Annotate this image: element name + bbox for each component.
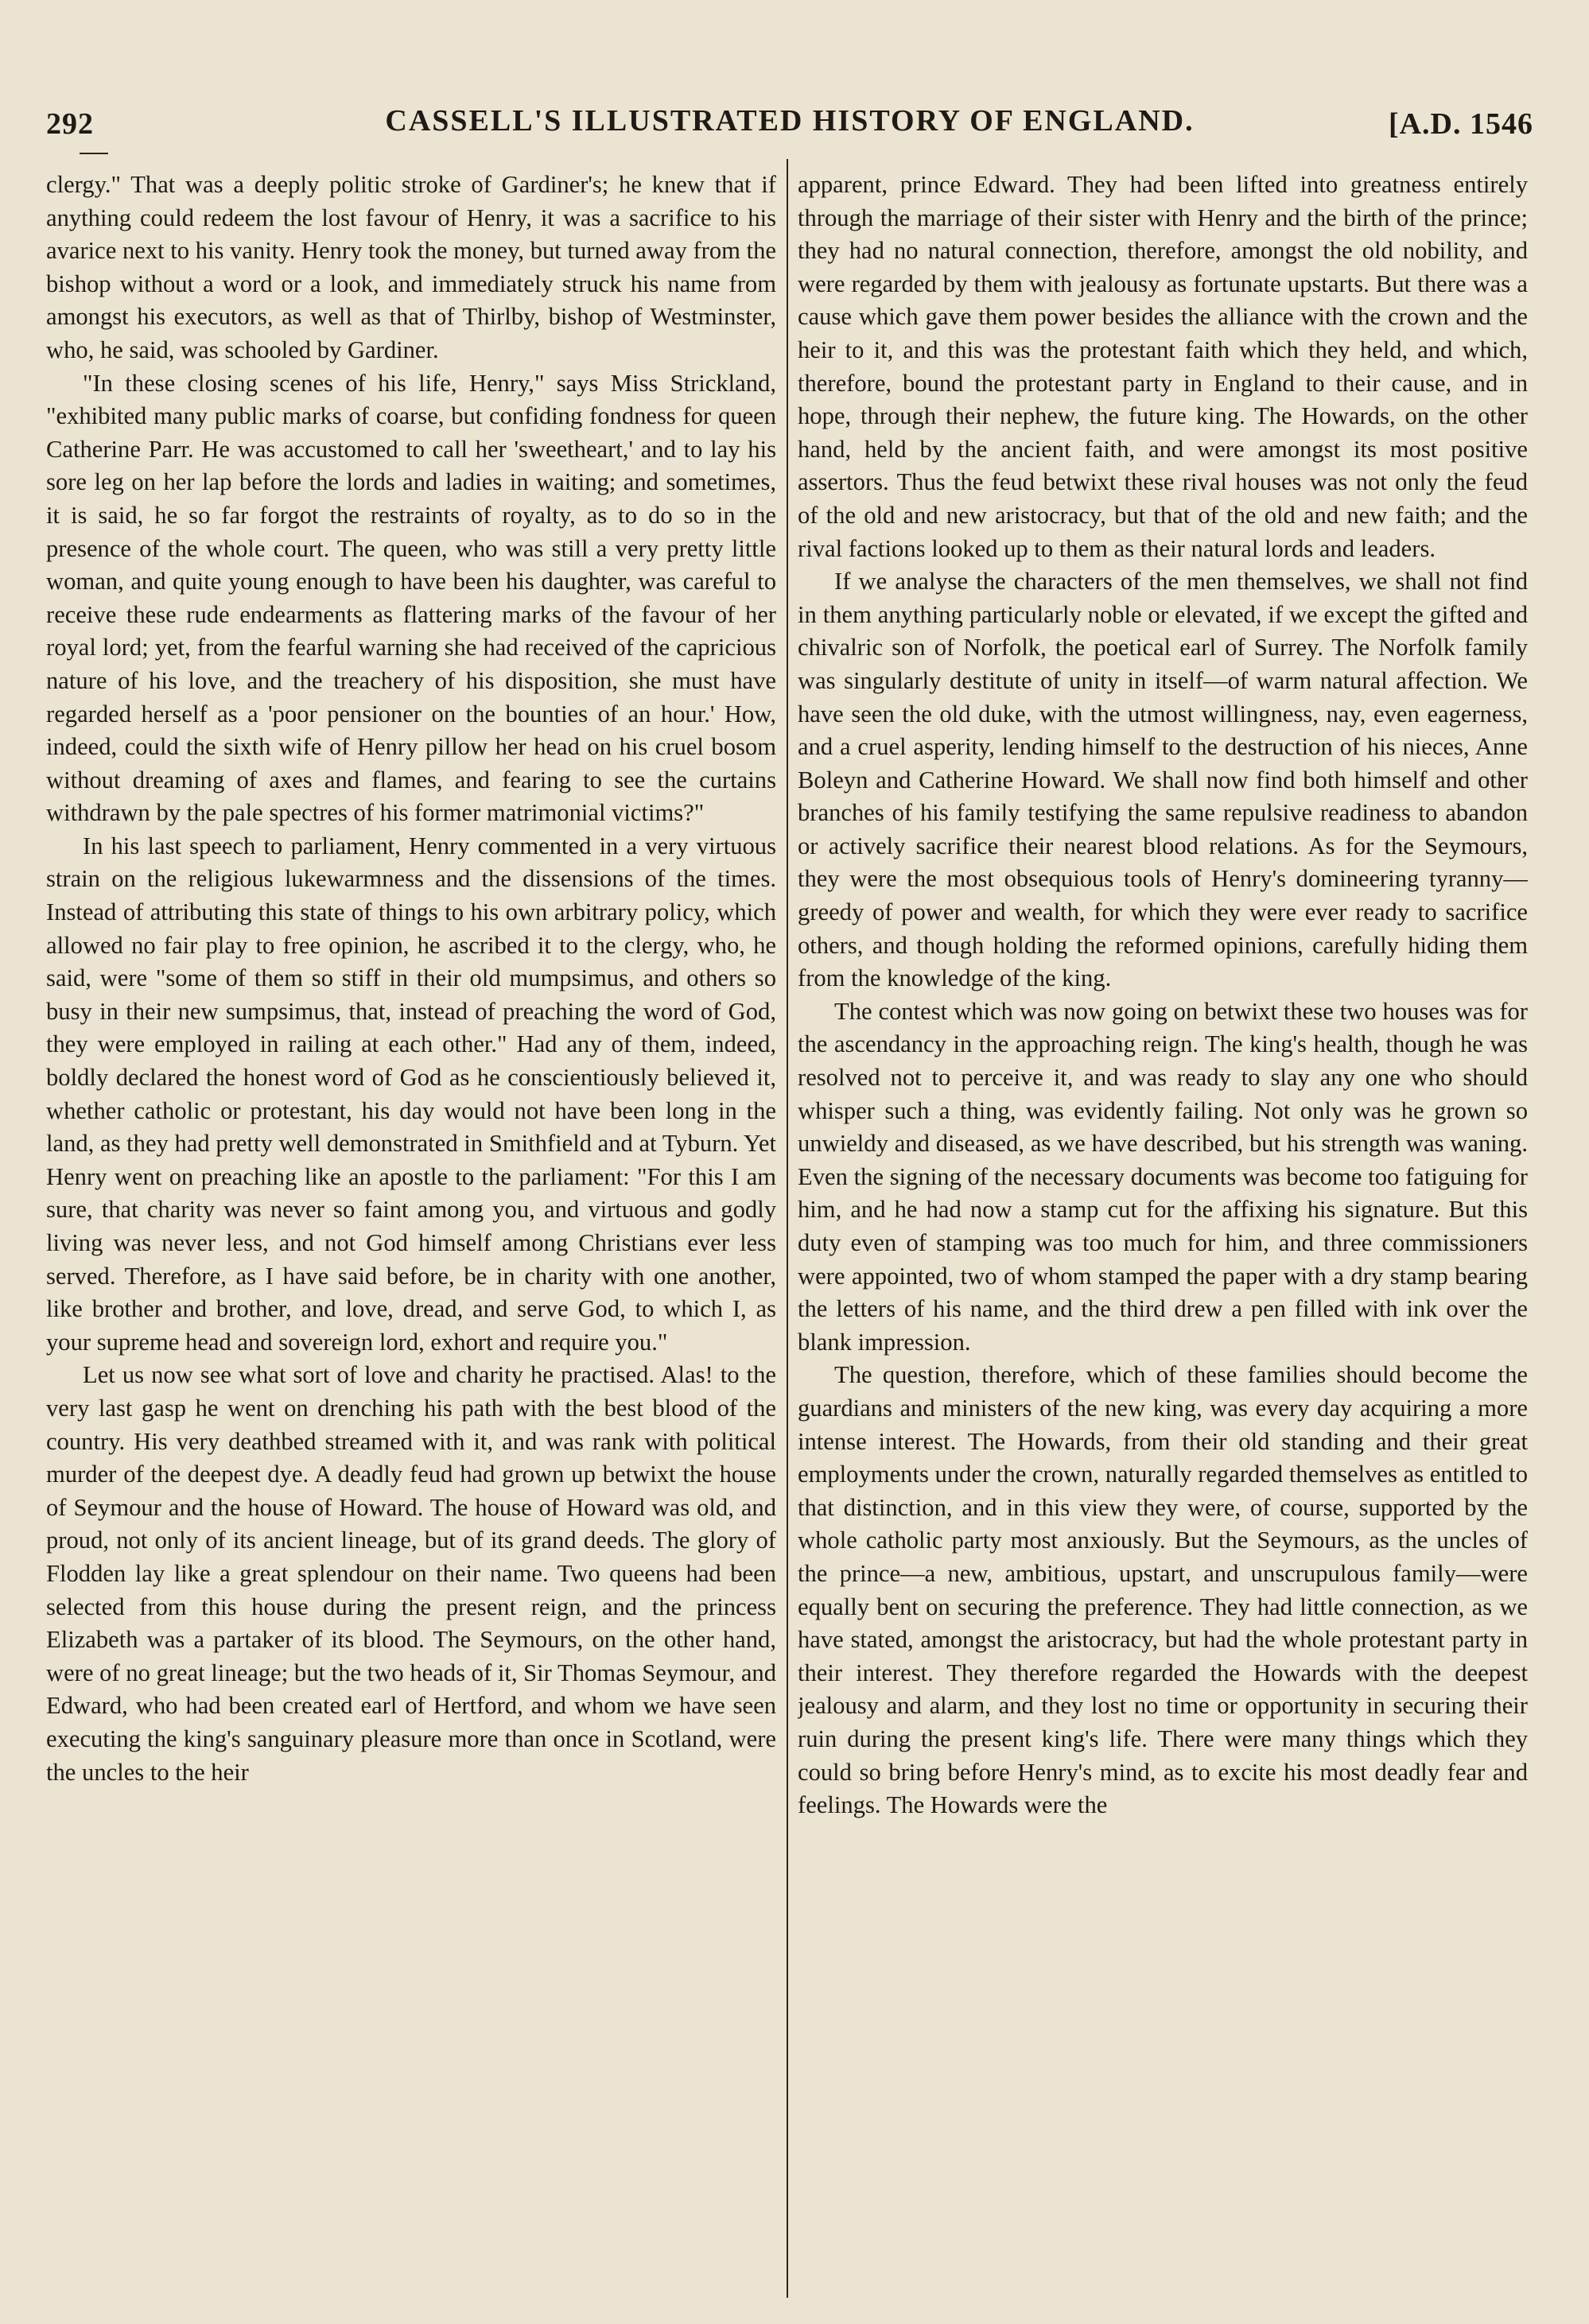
header-rule xyxy=(80,153,108,154)
column-divider xyxy=(787,159,788,2298)
paragraph: If we analyse the characters of the men themselves, we shall not find in them anything particularly noble or elevated, if we except the gifted and chivalric son of Norfolk, the poetical earl of Surrey. The Norfolk family was singularly destitute of unity in itself—of warm natural affection. We have seen the old duke, with the utmost willingness, nay, even eagerness, and a cruel asperity, lending himself to the destruction of his nieces, Anne Boleyn and Catherine Howard. We shall now find both himself and other branches of his family testifying the same repulsive readiness to abandon or actively sacrifice their nearest blood relations. As for the Seymours, they were the most obsequious tools of Henry's domineering tyranny—greedy of power and wealth, for which they were ever ready to sacrifice others, and though holding the reformed opinions, carefully hiding them from the knowledge of the king. xyxy=(798,568,1528,992)
right-column xyxy=(798,169,1528,2299)
paragraph: "In these closing scenes of his life, Henry," says Miss Strickland, "exhibited many public marks of coarse, but confiding fondness for queen Catherine Parr. He was accustomed to call her 'sweetheart,' and to lay his sore leg on her lap before the lords and ladies in waiting; and sometimes, it is said, he so far forgot the restraints of royalty, as to do so in the presence of the whole court. The queen, who was still a very pretty little woman, and quite young enough to have been his daughter, was careful to receive these rude endearments as flattering marks of the favour of her royal lord; yet, from the fearful warning she had received of the capricious nature of his love, and the treachery of his disposition, she must have regarded herself as a 'poor pensioner on the bounties of an hour.' How, indeed, could the sixth wife of Henry pillow her head on his cruel bosom without dreaming of axes and flames, and fearing to see the curtains withdrawn by the pale spectres of his former matrimonial victims?" xyxy=(46,369,776,827)
paragraph: The question, therefore, which of these families should become the guardians and ministers of the new king, was every day acquiring a more intense interest. The Howards, from their old standing and their great employments under the crown, naturally regarded themselves as entitled to that distinction, and in this view they were, of course, supported by the whole catholic party most anxiously. But the Seymours, as the uncles of the prince—a new, ambitious, upstart, and unscrupulous family—were equally bent on securing the preference. They had little connection, as we have stated, amongst the aristocracy, but had the whole protestant party in their interest. They therefore regarded the Howards with the deepest jealousy and alarm, and they lost no time or opportunity in securing their ruin during the present king's life. There were many things which they could so bring before Henry's mind, as to excite his most deadly fear and feelings. The Howards were the xyxy=(798,1361,1528,1819)
paragraph: clergy." That was a deeply politic stroke of Gardiner's; he knew that if anything could redeem the lost favour of Henry, it was a sacrifice to his avarice next to his vanity. Henry took the money, but turned away from the bishop without a word or a look, and immediately struck his name from amongst his executors, as well as that of Thirlby, bishop of Westminster, who, he said, was schooled by Gardiner. xyxy=(46,171,776,363)
paragraph: apparent, prince Edward. They had been lifted into greatness entirely through the marriage of their sister with Henry and the birth of the prince; they had no natural connection, therefore, amongst the old nobility, and were regarded by them with jealousy as fortunate upstarts. But there was a cause which gave them power besides the alliance with the crown and the heir to it, and this was the protestant faith which they held, and which, therefore, bound the protestant party in England to their cause, and in hope, through their nephew, the future king. The Howards, on the other hand, held by the ancient faith, and were amongst its most positive assertors. Thus the feud betwixt these rival houses was not only the feud of the old and new aristocracy, but that of the old and new faith; and the rival factions looked up to them as their natural lords and leaders. xyxy=(798,171,1528,562)
left-column xyxy=(46,169,776,2299)
running-title: CASSELL'S ILLUSTRATED HISTORY OF ENGLAND. xyxy=(385,104,1195,138)
paragraph: Let us now see what sort of love and charity he practised. Alas! to the very last gasp he went on drenching his path with the best blood of the country. His very deathbed streamed with it, and was rank with political murder of the deepest dye. A deadly feud had grown up betwixt the house of Seymour and the house of Howard. The house of Howard was old, and proud, not only of its ancient lineage, but of its grand deeds. The glory of Flodden lay like a great splendour on their name. Two queens had been selected from this house during the present reign, and the princess Elizabeth was a partaker of its blood. The Seymours, on the other hand, were of no great lineage; but the two heads of it, Sir Thomas Seymour, and Edward, who had been created earl of Hertford, and whom we have seen executing the king's sanguinary pleasure more than once in Scotland, were the uncles to the heir xyxy=(46,1361,776,1786)
paragraph: The contest which was now going on betwixt these two houses was for the ascendancy in the approaching reign. The king's health, though he was resolved not to perceive it, and was ready to slay any one who should whisper such a thing, was evidently failing. Not only was he grown so unwieldy and diseased, as we have described, but his strength was waning. Even the signing of the necessary documents was become too fatiguing for him, and he had now a stamp cut for the affixing his signature. But this duty even of stamping was too much for him, and three commissioners were appointed, two of whom stamped the paper with a dry stamp bearing the letters of his name, and the third drew a pen filled with ink over the blank impression. xyxy=(798,997,1528,1356)
running-date: [A.D. 1546 xyxy=(1388,107,1533,141)
paragraph: In his last speech to parliament, Henry commented in a very virtuous strain on the religious lukewarmness and the dissensions of the times. Instead of attributing this state of things to his own arbitrary policy, which allowed no fair play to free opinion, he ascribed it to the clergy, who, he said, were "some of them so stiff in their old mumpsimus, and others so busy in their new sumpsimus, that, instead of preaching the word of God, they were employed in railing at each other." Had any of them, indeed, boldly declared the honest word of God as he conscientiously believed it, whether catholic or protestant, his day would not have been long in the land, as they had pretty well demonstrated in Smithfield and at Tyburn. Yet Henry went on preaching like an apostle to the parliament: "For this I am sure, that charity was never so faint among you, and virtuous and godly living was never less, and not God himself among Christians ever less served. Therefore, as I have said before, be in charity with one another, like brother and brother, and love, dread, and serve God, to which I, as your supreme head and sovereign lord, exhort and require you." xyxy=(46,832,776,1356)
page-number: 292 xyxy=(46,107,94,141)
running-header xyxy=(46,100,1533,148)
